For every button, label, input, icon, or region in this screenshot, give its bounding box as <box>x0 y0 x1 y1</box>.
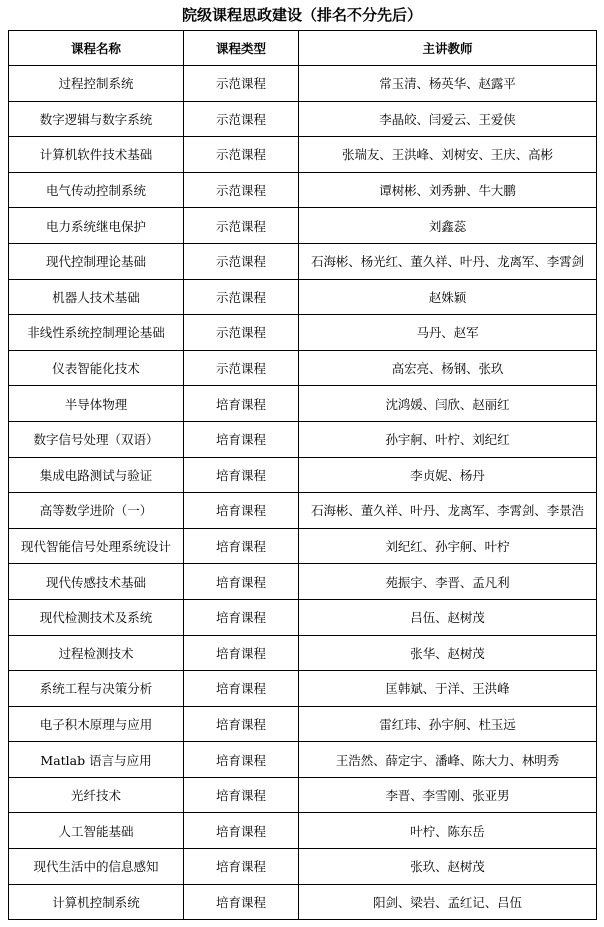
course-type-cell: 培育课程 <box>184 493 299 529</box>
course-name-cell: 电力系统继电保护 <box>9 208 184 244</box>
table-row <box>9 813 597 849</box>
course-type-cell: 示范课程 <box>184 315 299 351</box>
table-row <box>9 706 597 742</box>
header-course-name: 课程名称 <box>9 31 184 66</box>
teachers-cell: 马丹、赵军 <box>299 315 597 351</box>
table-row <box>9 208 597 244</box>
table-row <box>9 777 597 813</box>
teachers-cell: 苑振宇、李晋、孟凡利 <box>299 564 597 600</box>
teachers-cell: 刘纪红、孙宇舸、叶柠 <box>299 528 597 564</box>
course-type-cell: 培育课程 <box>184 457 299 493</box>
header-teachers: 主讲教师 <box>299 31 597 66</box>
course-type-cell: 示范课程 <box>184 208 299 244</box>
teachers-cell: 张玖、赵树茂 <box>299 849 597 885</box>
table-row <box>9 528 597 564</box>
course-name-cell: 过程检测技术 <box>9 635 184 671</box>
teachers-cell: 雷红玮、孙宇舸、杜玉远 <box>299 706 597 742</box>
table-row <box>9 599 597 635</box>
course-type-cell: 培育课程 <box>184 528 299 564</box>
teachers-cell: 张瑞友、王洪峰、刘树安、王庆、高彬 <box>299 137 597 173</box>
teachers-cell: 石海彬、董久祥、叶丹、龙离军、李霄剑、李景浩 <box>299 493 597 529</box>
course-name-cell: Matlab 语言与应用 <box>9 742 184 778</box>
course-name-cell: 数字逻辑与数字系统 <box>9 101 184 137</box>
table-row <box>9 315 597 351</box>
course-type-cell: 培育课程 <box>184 386 299 422</box>
teachers-cell: 高宏亮、杨钢、张玖 <box>299 350 597 386</box>
course-name-cell: 机器人技术基础 <box>9 279 184 315</box>
course-name-cell: 光纤技术 <box>9 777 184 813</box>
table-row <box>9 457 597 493</box>
page-title: 院级课程思政建设（排名不分先后） <box>181 6 422 24</box>
course-type-cell: 培育课程 <box>184 849 299 885</box>
teachers-cell: 沈鸿媛、闫欣、赵丽红 <box>299 386 597 422</box>
course-type-cell: 示范课程 <box>184 350 299 386</box>
teachers-cell: 阳剑、梁岩、孟红记、吕伍 <box>299 884 597 920</box>
table-row <box>9 66 597 102</box>
course-name-cell: 系统工程与决策分析 <box>9 671 184 707</box>
teachers-cell: 石海彬、杨光红、董久祥、叶丹、龙离军、李霄剑 <box>299 243 597 279</box>
course-type-cell: 培育课程 <box>184 564 299 600</box>
table-row <box>9 564 597 600</box>
course-type-cell: 培育课程 <box>184 813 299 849</box>
course-name-cell: 集成电路测试与验证 <box>9 457 184 493</box>
teachers-cell: 叶柠、陈东岳 <box>299 813 597 849</box>
course-type-cell: 培育课程 <box>184 421 299 457</box>
teachers-cell: 匡韩斌、于洋、王洪峰 <box>299 671 597 707</box>
course-type-cell: 培育课程 <box>184 635 299 671</box>
course-name-cell: 现代生活中的信息感知 <box>9 849 184 885</box>
course-name-cell: 现代传感技术基础 <box>9 564 184 600</box>
course-table <box>8 30 597 920</box>
teachers-cell: 刘鑫蕊 <box>299 208 597 244</box>
table-row <box>9 137 597 173</box>
course-type-cell: 培育课程 <box>184 777 299 813</box>
course-type-cell: 培育课程 <box>184 884 299 920</box>
teachers-cell: 李晋、李雪刚、张亚男 <box>299 777 597 813</box>
teachers-cell: 谭树彬、刘秀翀、牛大鹏 <box>299 172 597 208</box>
teachers-cell: 赵姝颖 <box>299 279 597 315</box>
course-type-cell: 示范课程 <box>184 172 299 208</box>
teachers-cell: 常玉清、杨英华、赵露平 <box>299 66 597 102</box>
course-name-cell: 数字信号处理（双语） <box>9 421 184 457</box>
teachers-cell: 吕伍、赵树茂 <box>299 599 597 635</box>
table-row <box>9 635 597 671</box>
teachers-cell: 王浩然、薛定宇、潘峰、陈大力、林明秀 <box>299 742 597 778</box>
table-row <box>9 386 597 422</box>
course-type-cell: 培育课程 <box>184 599 299 635</box>
course-type-cell: 培育课程 <box>184 706 299 742</box>
course-type-cell: 培育课程 <box>184 742 299 778</box>
course-name-cell: 电气传动控制系统 <box>9 172 184 208</box>
course-type-cell: 示范课程 <box>184 279 299 315</box>
course-type-cell: 培育课程 <box>184 671 299 707</box>
header-course-type: 课程类型 <box>184 31 299 66</box>
course-name-cell: 仪表智能化技术 <box>9 350 184 386</box>
table-row <box>9 493 597 529</box>
course-name-cell: 非线性系统控制理论基础 <box>9 315 184 351</box>
table-row <box>9 884 597 920</box>
table-row <box>9 243 597 279</box>
course-name-cell: 过程控制系统 <box>9 66 184 102</box>
table-row <box>9 350 597 386</box>
course-name-cell: 现代智能信号处理系统设计 <box>9 528 184 564</box>
course-type-cell: 示范课程 <box>184 137 299 173</box>
course-type-cell: 示范课程 <box>184 101 299 137</box>
table-row <box>9 849 597 885</box>
course-name-cell: 电子积木原理与应用 <box>9 706 184 742</box>
teachers-cell: 张华、赵树茂 <box>299 635 597 671</box>
table-row <box>9 742 597 778</box>
course-name-cell: 人工智能基础 <box>9 813 184 849</box>
course-type-cell: 示范课程 <box>184 243 299 279</box>
course-name-cell: 高等数学进阶（一） <box>9 493 184 529</box>
teachers-cell: 孙宇舸、叶柠、刘纪红 <box>299 421 597 457</box>
course-type-cell: 示范课程 <box>184 66 299 102</box>
table-row <box>9 279 597 315</box>
table-row <box>9 671 597 707</box>
course-name-cell: 计算机软件技术基础 <box>9 137 184 173</box>
course-name-cell: 现代控制理论基础 <box>9 243 184 279</box>
table-header-row <box>9 31 597 66</box>
table-row <box>9 421 597 457</box>
table-row <box>9 101 597 137</box>
teachers-cell: 李晶皎、闫爱云、王爱侠 <box>299 101 597 137</box>
course-name-cell: 计算机控制系统 <box>9 884 184 920</box>
course-name-cell: 半导体物理 <box>9 386 184 422</box>
teachers-cell: 李贞妮、杨丹 <box>299 457 597 493</box>
table-row <box>9 172 597 208</box>
course-name-cell: 现代检测技术及系统 <box>9 599 184 635</box>
